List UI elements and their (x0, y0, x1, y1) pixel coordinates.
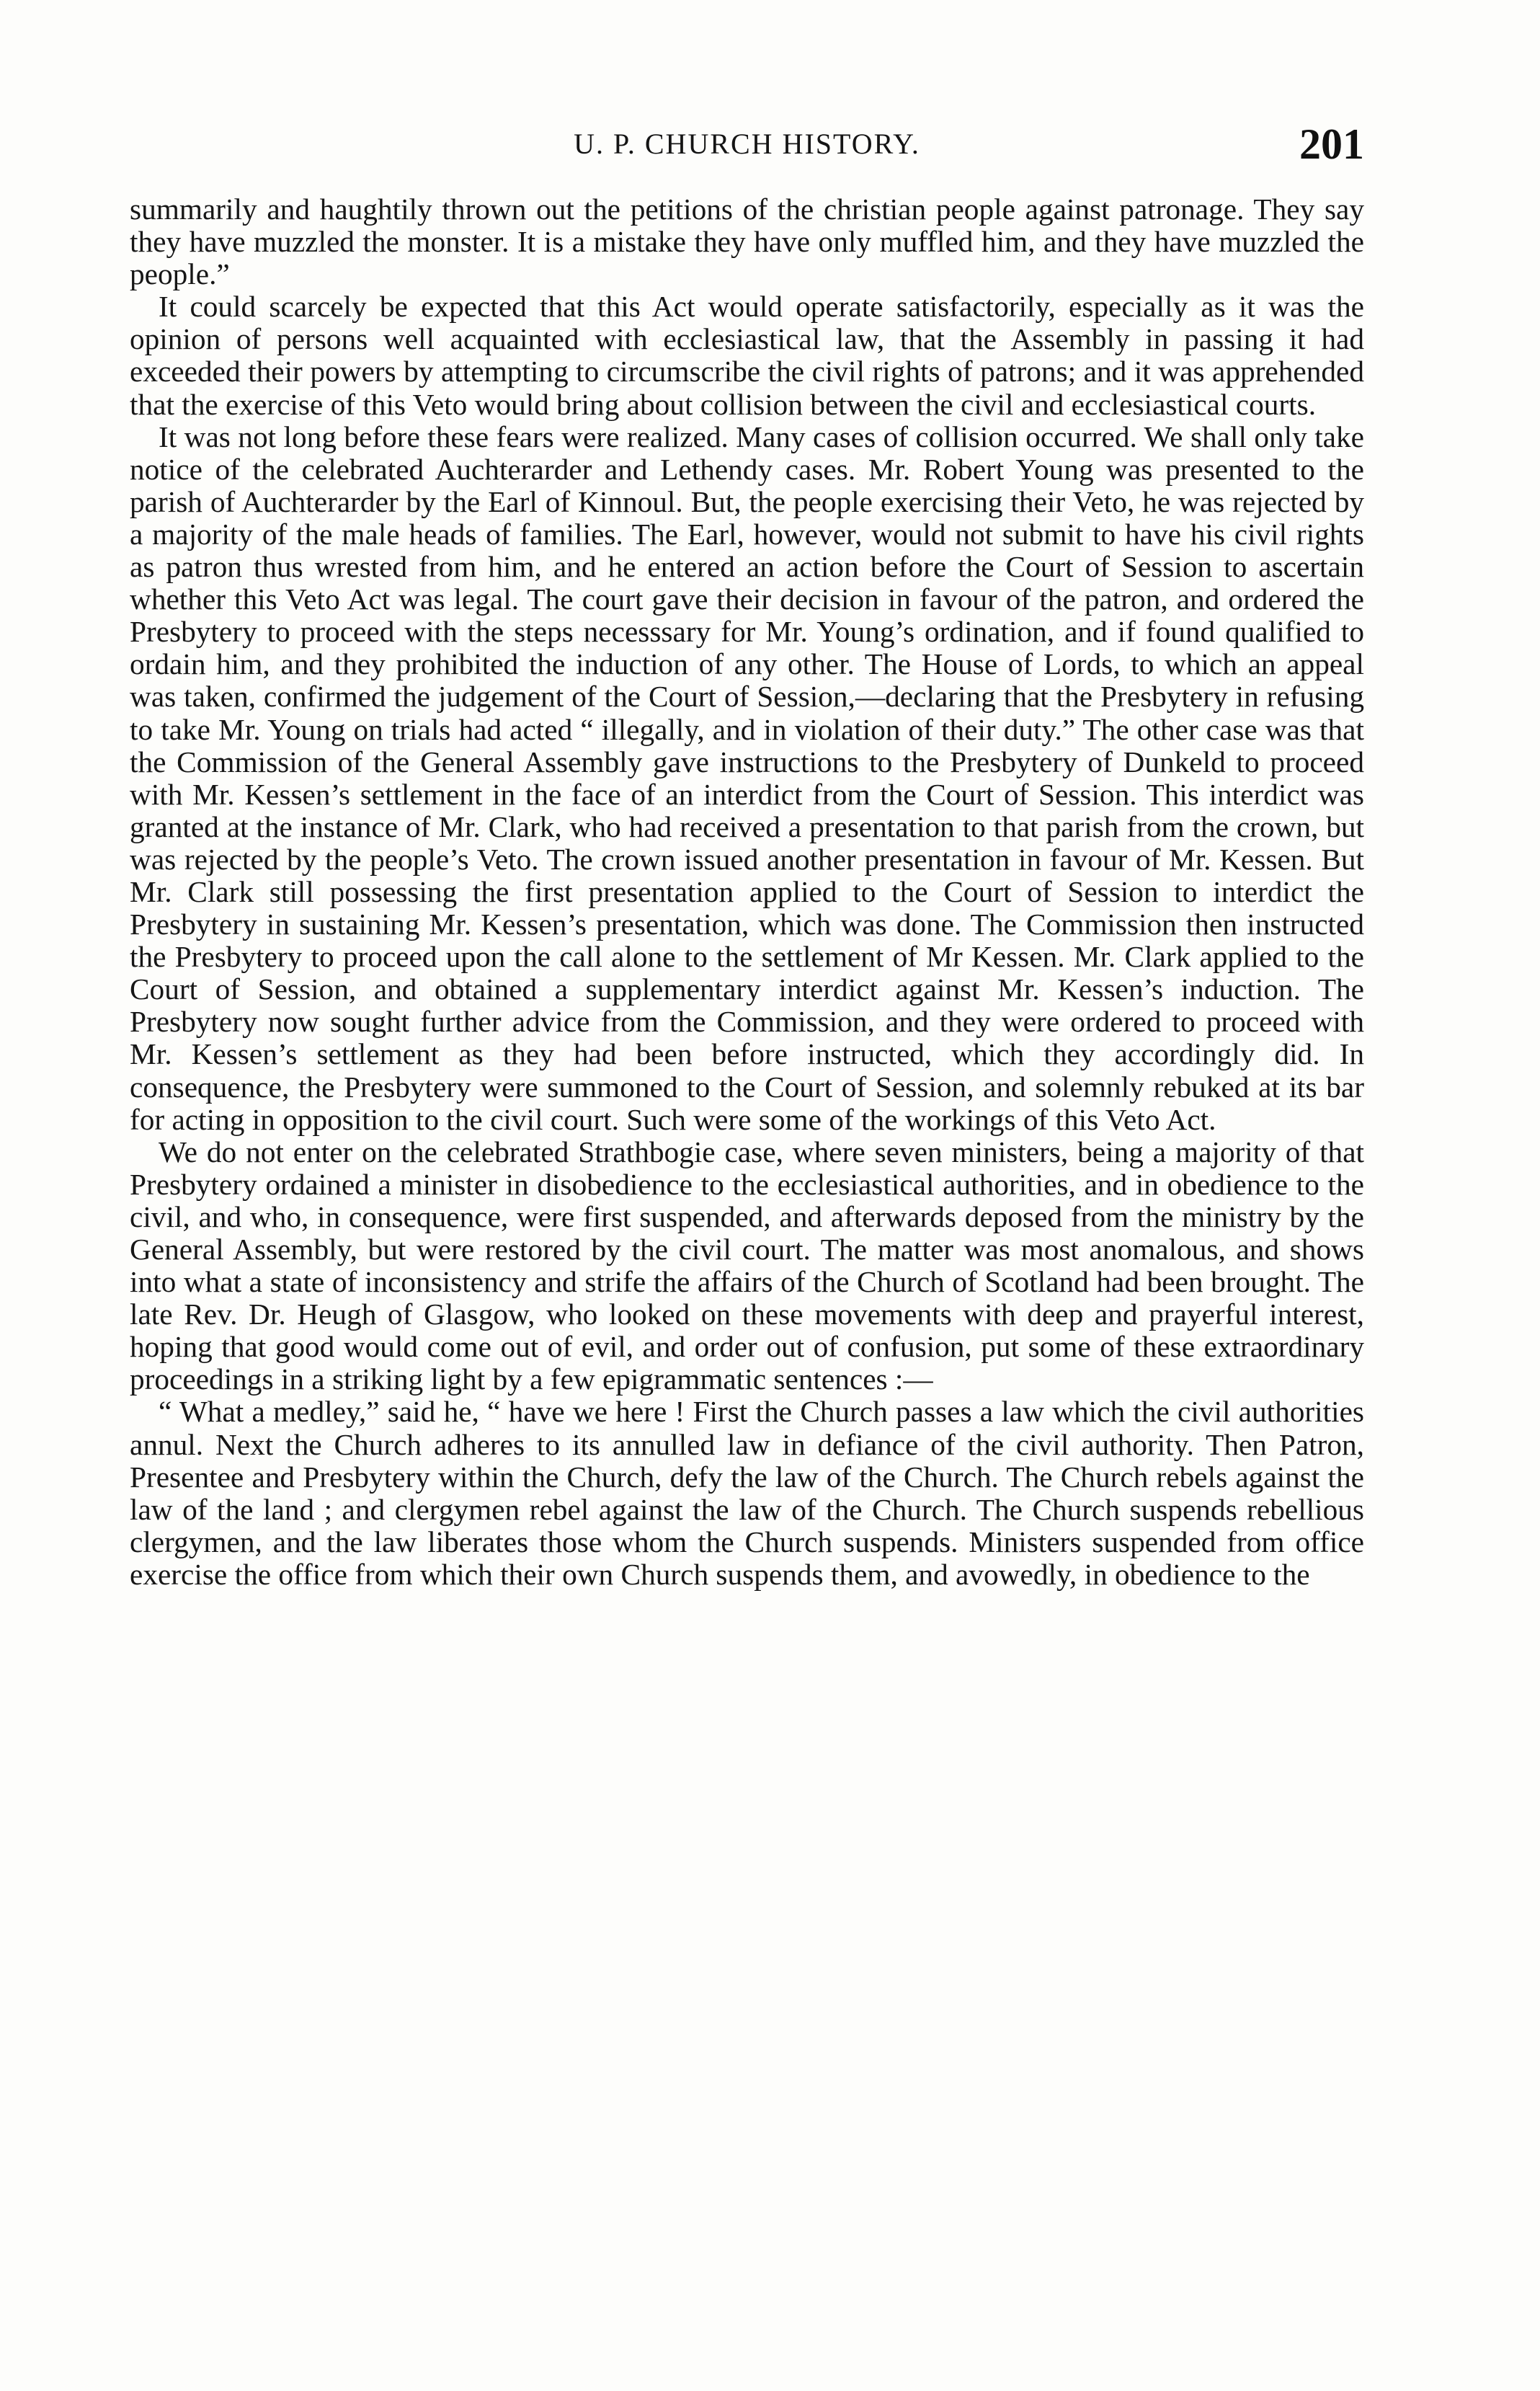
page-number: 201 (1299, 120, 1364, 168)
paragraph-heugh-quote: “ What a medley,” said he, “ have we here ! First the Church passes a law which the civil authorities annul. Next the Church adheres to its annulled law in defiance of the civil authority. Then Patron, Presentee and Presbytery within the Church, defy the law of the Church. The Church rebels against the law of the land ; and clergymen rebel against the law of the Church. The Church suspends rebellious clergymen, and the law liberates those whom the Church suspends. Ministers suspended from office exercise the office from which their own Church suspends them, and avowedly, in obedience to the (130, 1395, 1364, 1591)
running-title: U. P. CHURCH HISTORY. (574, 128, 920, 160)
page-header (130, 120, 1364, 177)
paragraph-collision-cases: It was not long before these fears were realized. Many cases of collision occurred. We shall only take notice of the celebrated Auchterarder and Lethendy cases. Mr. Robert Young was presented to the parish of Auchterarder by the Earl of Kinnoul. But, the people exercising their Veto, he was rejected by a majority of the male heads of families. The Earl, however, would not submit to have his civil rights as patron thus wrested from him, and he entered an action before the Court of Session to ascertain whether this Veto Act was legal. The court gave their decision in favour of the patron, and ordered the Presbytery to proceed with the steps necesssary for Mr. Young’s ordination, and if found qualified to ordain him, and they prohibited the induction of any other. The House of Lords, to which an appeal was taken, confirmed the judgement of the Court of Session,—declaring that the Presbytery in refusing to take Mr. Young on trials had acted “ illegally, and in violation of their duty.” The other case was that the Commission of the General Assembly gave instructions to the Presbytery of Dunkeld to proceed with Mr. Kessen’s settlement in the face of an interdict from the Court of Session. This interdict was granted at the instance of Mr. Clark, who had received a presentation to that parish from the crown, but was rejected by the people’s Veto. The crown issued another presentation in favour of Mr. Kessen. But Mr. Clark still possessing the first presentation applied to the Court of Session to interdict the Presbytery in sustaining Mr. Kessen’s presentation, which was done. The Commission then instructed the Presbytery to proceed upon the call alone to the settlement of Mr Kessen. Mr. Clark applied to the Court of Session, and obtained a supplementary interdict against Mr. Kessen’s induction. The Presbytery now sought further advice from the Commission, and they were ordered to proceed with Mr. Kessen’s settlement as they had been before instructed, which they accordingly did. In consequence, the Presbytery were summoned to the Court of Session, and solemnly rebuked at its bar for acting in opposition to the civil court. Such were some of the workings of this Veto Act. (130, 420, 1364, 1136)
paragraph-veto-act: It could scarcely be expected that this Act would operate satisfactorily, especially as it was the opinion of persons well acquainted with ecclesiastical law, that the Assembly in passing it had exceeded their powers by attempting to circumscribe the civil rights of patrons; and it was apprehended that the exercise of this Veto would bring about collision between the civil and ecclesiastical courts. (130, 290, 1364, 421)
body-text (130, 193, 1364, 1591)
paragraph-strathbogie: We do not enter on the celebrated Strathbogie case, where seven ministers, being a majority of that Presbytery ordained a minister in disobedience to the ecclesiastical authorities, and in obedience to the civil, and who, in consequence, were first suspended, and afterwards deposed from the ministry by the General Assembly, but were restored by the civil court. The matter was most anomalous, and shows into what a state of inconsistency and strife the affairs of the Church of Scotland had been brought. The late Rev. Dr. Heugh of Glasgow, who looked on these movements with deep and prayerful interest, hoping that good would come out of evil, and order out of confusion, put some of these extraordinary proceedings in a striking light by a few epigrammatic sentences :— (130, 1135, 1364, 1396)
paragraph-continued: summarily and haughtily thrown out the petitions of the christian people against patronage. They say they have muzzled the monster. It is a mistake they have only muffled him, and they have muzzled the people.” (130, 192, 1364, 291)
